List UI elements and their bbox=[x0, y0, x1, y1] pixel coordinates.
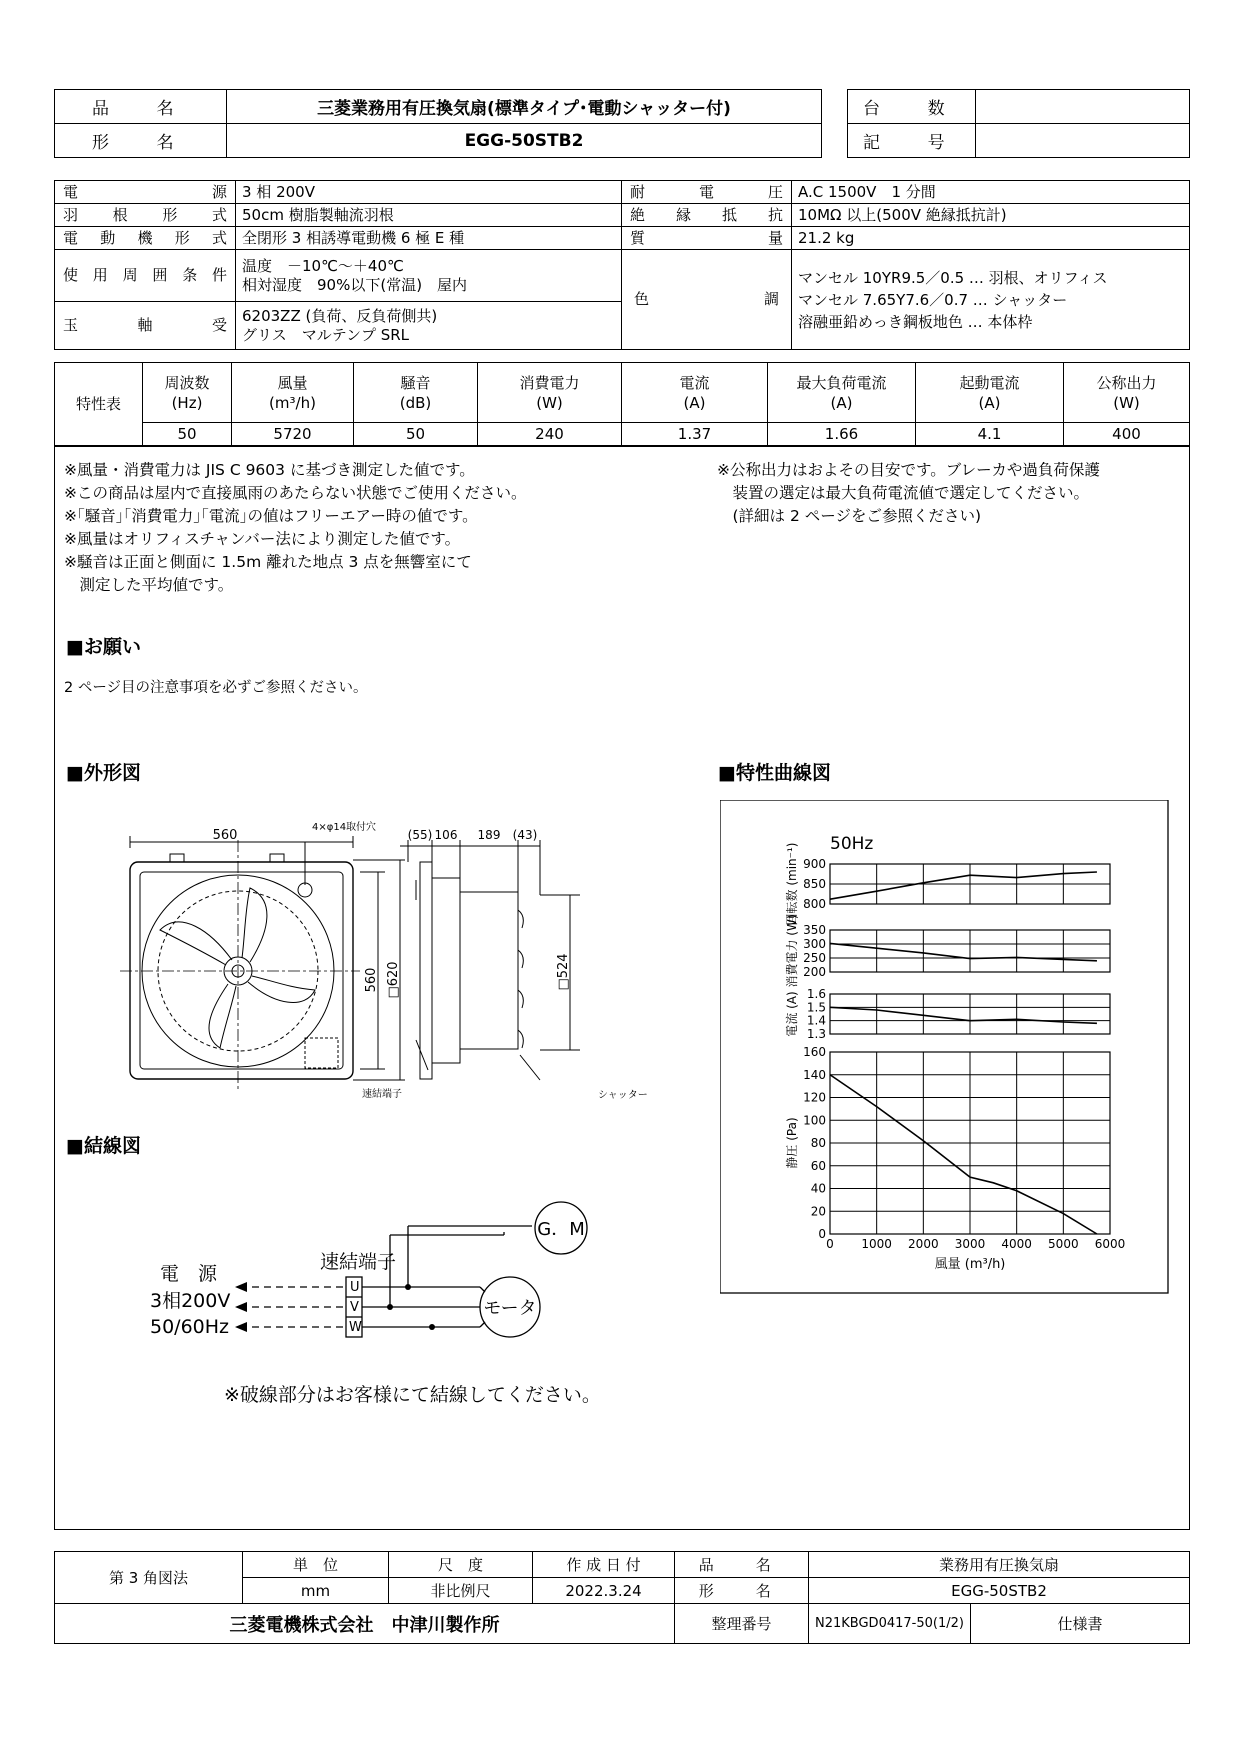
product-name: 三菱業務用有圧換気扇(標準タイプ･電動シャッター付) bbox=[227, 90, 822, 124]
char-value-1: 5720 bbox=[232, 423, 354, 446]
note-left-4: ※騒音は正面と側面に 1.5m 離れた地点 3 点を無響室にて bbox=[64, 553, 472, 571]
y-tick-2-0: 1.6 bbox=[806, 987, 826, 1001]
note-left-5: 測定した平均値です。 bbox=[64, 576, 234, 594]
curve-title: ■特性曲線図 bbox=[718, 762, 831, 784]
withstand-label: 耐電圧 bbox=[622, 181, 792, 204]
characteristics-table bbox=[54, 362, 1190, 446]
scale-value: 非比例尺 bbox=[389, 1578, 533, 1604]
x-tick-0: 0 bbox=[826, 1237, 834, 1251]
mass-value: 21.2 kg bbox=[792, 227, 1190, 250]
y-tick-0-0: 900 bbox=[803, 857, 826, 871]
power-value: 3 相 200V bbox=[236, 181, 622, 204]
characteristic-curves bbox=[720, 800, 1170, 1295]
model-label: 形 名 bbox=[55, 124, 227, 158]
dim-560-top: 560 bbox=[212, 828, 238, 843]
projection: 第 3 角図法 bbox=[55, 1552, 243, 1604]
y-tick-1-1: 300 bbox=[803, 937, 826, 951]
power-label-1: 電 源 bbox=[160, 1263, 218, 1285]
y-tick-3-0: 160 bbox=[803, 1045, 826, 1059]
dim-620: □620 bbox=[386, 961, 401, 999]
color-line-1: マンセル 10YR9.5／0.5 … 羽根、オリフィス bbox=[798, 268, 1108, 287]
wiring-diagram bbox=[140, 1190, 620, 1420]
fan-frame bbox=[130, 862, 353, 1079]
footer-table bbox=[54, 1551, 1190, 1644]
footer-product: 業務用有圧換気扇 bbox=[809, 1552, 1190, 1578]
note-left-2: ※｢騒音｣｢消費電力｣｢電流｣の値はフリーエアー時の値です。 bbox=[64, 507, 478, 525]
x-tick-2: 2000 bbox=[908, 1237, 939, 1251]
x-tick-4: 4000 bbox=[1001, 1237, 1032, 1251]
y-tick-3-7: 20 bbox=[810, 1204, 826, 1219]
env-value bbox=[236, 250, 622, 302]
char-header-1: 風量 (m³/h) bbox=[232, 363, 354, 423]
y-axis-label-0: 回転数 (min⁻¹) bbox=[785, 842, 799, 926]
footer-product-label: 品 名 bbox=[675, 1552, 809, 1578]
model-name: EGG-50STB2 bbox=[227, 124, 822, 158]
power-label: 電源 bbox=[55, 181, 236, 204]
char-value-7: 400 bbox=[1064, 423, 1190, 446]
y-tick-2-2: 1.4 bbox=[806, 1013, 826, 1028]
terminal-box bbox=[305, 1038, 338, 1068]
scale-label: 尺 度 bbox=[389, 1552, 533, 1578]
footer-model: EGG-50STB2 bbox=[809, 1578, 1190, 1604]
wiring-note: ※破線部分はお客様にて結線してください。 bbox=[224, 1384, 601, 1406]
color-label bbox=[622, 250, 792, 350]
motor-value: 全閉形 3 相誘導電動機 6 極 E 種 bbox=[236, 227, 622, 250]
outline-drawing bbox=[100, 800, 700, 1110]
char-value-4: 1.37 bbox=[622, 423, 768, 446]
x-tick-1: 1000 bbox=[861, 1237, 892, 1251]
y-tick-3-2: 120 bbox=[803, 1090, 826, 1105]
dim-hole: 4×φ14取付穴 bbox=[312, 822, 377, 833]
series-line-0 bbox=[830, 872, 1097, 899]
dim-560-side: 560 bbox=[364, 967, 379, 993]
quantity-value[interactable] bbox=[976, 90, 1190, 124]
y-tick-2-3: 1.3 bbox=[806, 1027, 826, 1041]
y-tick-3-5: 60 bbox=[810, 1158, 826, 1173]
date-value: 2022.3.24 bbox=[533, 1578, 675, 1604]
unit-value: mm bbox=[243, 1578, 389, 1604]
notes-right bbox=[717, 459, 1100, 528]
char-value-3: 240 bbox=[478, 423, 622, 446]
terminal-v: V bbox=[350, 1300, 359, 1315]
dim-55: (55) bbox=[407, 828, 433, 842]
dim-524: □524 bbox=[556, 953, 571, 991]
insulation-value: 10MΩ 以上(500V 絶縁抵抗計) bbox=[792, 204, 1190, 227]
blade-label: 羽根形式 bbox=[55, 204, 236, 227]
gm-label: G．M bbox=[537, 1219, 585, 1240]
ref-number: N21KBGD0417-50(1/2) bbox=[809, 1604, 971, 1644]
env-label: 使用周囲条件 bbox=[55, 250, 236, 302]
env-line-1: 温度 －10℃～＋40℃ bbox=[242, 256, 404, 275]
y-tick-0-1: 850 bbox=[803, 877, 826, 891]
terminal-label: 速結端子 bbox=[362, 1089, 402, 1100]
spec-table bbox=[54, 180, 1190, 350]
y-tick-0-2: 800 bbox=[803, 897, 826, 911]
char-value-5: 1.66 bbox=[768, 423, 916, 446]
char-header-5: 最大負荷電流 (A) bbox=[768, 363, 916, 423]
bearing-label: 玉軸受 bbox=[55, 302, 236, 350]
char-value-2: 50 bbox=[354, 423, 478, 446]
dim-189: 189 bbox=[477, 828, 501, 842]
y-tick-3-3: 100 bbox=[803, 1113, 826, 1128]
char-header-6: 起動電流 (A) bbox=[916, 363, 1064, 423]
color-label-2: 調 bbox=[763, 290, 779, 308]
color-label-1: 色 bbox=[634, 290, 650, 308]
doc-type: 仕様書 bbox=[970, 1604, 1189, 1644]
note-right-2: (詳細は 2 ページをご参照ください) bbox=[717, 507, 982, 525]
char-header-7: 公称出力 (W) bbox=[1064, 363, 1190, 423]
product-name-label: 品 名 bbox=[55, 90, 227, 124]
y-tick-1-0: 350 bbox=[803, 923, 826, 937]
color-line-2: マンセル 7.65Y7.6／0.7 … シャッター bbox=[798, 290, 1068, 309]
bearing-line-1: 6203ZZ (負荷、反負荷側共) bbox=[242, 306, 438, 325]
env-line-2: 相対湿度 90%以下(常温) 屋内 bbox=[242, 275, 468, 294]
y-tick-1-2: 250 bbox=[803, 951, 826, 965]
side-frame bbox=[420, 862, 432, 1079]
dim-106: 106 bbox=[434, 828, 458, 842]
y-axis-label-1: 消費電力 (W) bbox=[785, 914, 799, 988]
insulation-label: 絶縁抵抗 bbox=[622, 204, 792, 227]
char-header-2: 騒音 (dB) bbox=[354, 363, 478, 423]
motor-label: 電動機形式 bbox=[55, 227, 236, 250]
note-right-0: ※公称出力はおよその目安です。ブレーカや過負荷保護 bbox=[717, 461, 1100, 479]
power-label-2: 3相200V bbox=[150, 1290, 231, 1312]
series-line-3 bbox=[830, 1075, 1097, 1234]
dim-43: (43) bbox=[512, 828, 538, 842]
notes-left bbox=[64, 459, 527, 597]
x-tick-6: 6000 bbox=[1094, 1237, 1126, 1251]
ref-label: 整理番号 bbox=[675, 1604, 809, 1644]
title-block bbox=[54, 89, 822, 158]
y-tick-2-1: 1.5 bbox=[806, 1000, 826, 1015]
power-label-3: 50/60Hz bbox=[150, 1316, 230, 1338]
chart-title: 50Hz bbox=[830, 834, 874, 854]
company-name: 三菱電機株式会社 中津川製作所 bbox=[55, 1604, 675, 1644]
symbol-value[interactable] bbox=[976, 124, 1190, 158]
quantity-label: 台 数 bbox=[848, 90, 976, 124]
motor-label: モータ bbox=[483, 1298, 537, 1319]
y-tick-3-8: 0 bbox=[818, 1227, 826, 1241]
bearing-line-2: グリス マルテンプ SRL bbox=[242, 325, 410, 344]
quantity-block bbox=[847, 89, 1190, 158]
withstand-value: A.C 1500V 1 分間 bbox=[792, 181, 1190, 204]
x-tick-3: 3000 bbox=[954, 1237, 986, 1251]
symbol-label: 記 号 bbox=[848, 124, 976, 158]
blade-value: 50cm 樹脂製軸流羽根 bbox=[236, 204, 622, 227]
y-axis-label-2: 電流 (A) bbox=[785, 991, 799, 1037]
bearing-value bbox=[236, 302, 622, 350]
char-value-0: 50 bbox=[143, 423, 232, 446]
color-value bbox=[792, 250, 1190, 350]
note-left-1: ※この商品は屋内で直接風雨のあたらない状態でご使用ください。 bbox=[64, 484, 527, 502]
note-left-3: ※風量はオリフィスチャンバー法により測定した値です。 bbox=[64, 530, 461, 548]
wiring-terminal-label: 速結端子 bbox=[320, 1251, 397, 1273]
shutter-label: シャッター bbox=[598, 1090, 648, 1101]
date-label: 作 成 日 付 bbox=[533, 1552, 675, 1578]
x-tick-5: 5000 bbox=[1048, 1237, 1079, 1251]
char-header-3: 消費電力 (W) bbox=[478, 363, 622, 423]
char-value-6: 4.1 bbox=[916, 423, 1064, 446]
unit-label: 単 位 bbox=[243, 1552, 389, 1578]
note-right-1: 装置の選定は最大負荷電流値で選定してください。 bbox=[717, 484, 1090, 502]
terminal-u: U bbox=[350, 1280, 360, 1295]
footer-model-label: 形 名 bbox=[675, 1578, 809, 1604]
request-title: ■お願い bbox=[66, 636, 141, 658]
x-axis-label: 風量 (m³/h) bbox=[934, 1257, 1006, 1272]
color-line-3: 溶融亜鉛めっき鋼板地色 … 本体枠 bbox=[798, 312, 1033, 331]
y-axis-label-3: 静圧 (Pa) bbox=[785, 1117, 799, 1169]
terminal-w: W bbox=[349, 1320, 362, 1335]
shutter-blades bbox=[518, 910, 523, 1048]
char-header-0: 周波数 (Hz) bbox=[143, 363, 232, 423]
char-header-4: 電流 (A) bbox=[622, 363, 768, 423]
mass-label: 質量 bbox=[622, 227, 792, 250]
y-tick-3-4: 80 bbox=[810, 1136, 826, 1150]
outline-title: ■外形図 bbox=[66, 762, 141, 784]
request-text: 2 ページ目の注意事項を必ずご参照ください。 bbox=[64, 680, 368, 696]
note-left-0: ※風量・消費電力は JIS C 9603 に基づき測定した値です。 bbox=[64, 461, 475, 479]
y-tick-3-6: 40 bbox=[810, 1181, 826, 1196]
wiring-title: ■結線図 bbox=[66, 1135, 141, 1157]
y-tick-1-3: 200 bbox=[803, 965, 826, 979]
y-tick-3-1: 140 bbox=[803, 1067, 826, 1082]
characteristics-label: 特性表 bbox=[55, 363, 143, 446]
